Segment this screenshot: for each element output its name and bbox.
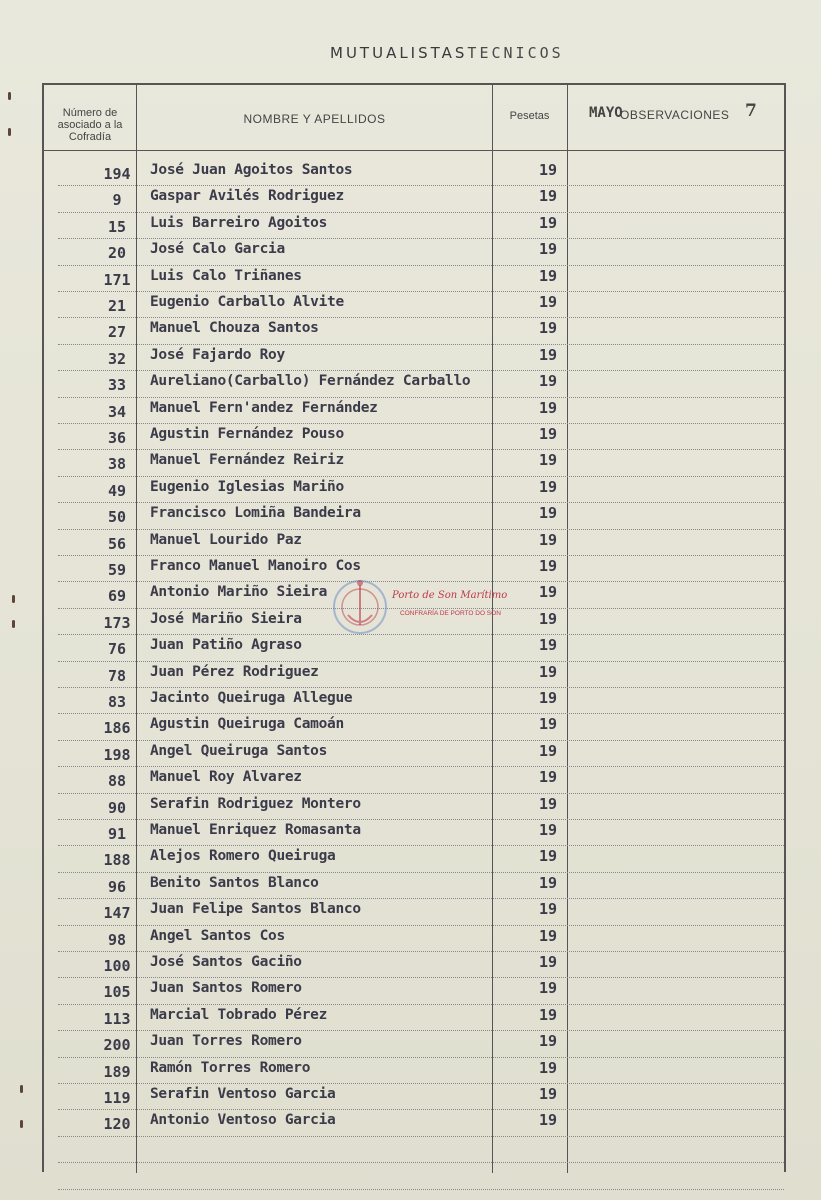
pesetas-amount: 19 xyxy=(538,530,558,549)
column-header-observations: OBSERVACIONES xyxy=(620,108,730,122)
member-name: Luis Barreiro Agoitos xyxy=(150,214,328,231)
watermark-title: Porto de Son Marítimo xyxy=(392,590,508,601)
pesetas-amount: 19 xyxy=(538,609,558,628)
pesetas-amount: 19 xyxy=(538,372,558,391)
associate-number: 34 xyxy=(107,402,127,421)
pesetas-amount: 19 xyxy=(538,1085,558,1103)
row-rule xyxy=(58,1189,784,1190)
associate-number: 38 xyxy=(107,455,127,474)
member-name: Antonio Mariño Sieira xyxy=(150,584,328,601)
table-row xyxy=(42,1084,784,1110)
pesetas-amount: 19 xyxy=(538,953,558,971)
table-row xyxy=(42,239,784,265)
associate-number: 120 xyxy=(103,1115,131,1134)
empty-row xyxy=(42,1137,784,1163)
pesetas-amount: 19 xyxy=(538,477,558,496)
pesetas-amount: 19 xyxy=(538,187,558,206)
member-name: José Calo Garcia xyxy=(150,241,285,258)
member-name: José Fajardo Roy xyxy=(150,346,285,363)
pesetas-amount: 19 xyxy=(538,794,558,813)
pesetas-amount: 19 xyxy=(538,583,558,602)
pesetas-amount: 19 xyxy=(538,425,558,443)
table-row xyxy=(42,846,784,872)
pesetas-amount: 19 xyxy=(538,266,558,285)
associate-number: 9 xyxy=(112,191,122,210)
table-row xyxy=(42,794,784,820)
pesetas-amount: 19 xyxy=(538,1005,558,1024)
pesetas-amount: 19 xyxy=(538,768,558,787)
pesetas-amount: 19 xyxy=(538,1058,558,1077)
member-name: Aureliano(Carballo) Fernández Carballo xyxy=(150,373,471,390)
pesetas-amount: 19 xyxy=(538,926,558,945)
table-row xyxy=(42,530,784,556)
associate-number: 59 xyxy=(107,561,127,579)
column-header-number: Número de asociado a la Cofradía xyxy=(57,107,123,143)
table-row xyxy=(42,1005,784,1031)
associate-number: 33 xyxy=(107,376,127,395)
associate-number: 96 xyxy=(107,877,127,896)
pesetas-amount: 19 xyxy=(538,319,558,338)
member-name: Gaspar Avilés Rodriguez xyxy=(150,188,344,205)
member-name: Francisco Lomiña Bandeira xyxy=(150,505,361,522)
member-name: Antonio Ventoso Garcia xyxy=(150,1112,336,1129)
member-name: Juan Felipe Santos Blanco xyxy=(150,901,361,918)
month-label: MAYO xyxy=(589,105,623,121)
member-name: José Mariño Sieira xyxy=(150,610,302,627)
table-row xyxy=(42,424,784,450)
member-name: Franco Manuel Manoiro Cos xyxy=(150,558,361,574)
associate-number: 27 xyxy=(107,323,127,342)
member-name: Jacinto Queiruga Allegue xyxy=(150,690,353,706)
table-row xyxy=(42,926,784,952)
pesetas-amount: 19 xyxy=(538,557,558,575)
pesetas-amount: 19 xyxy=(538,1032,558,1051)
associate-number: 36 xyxy=(107,429,127,447)
page-number: 7 xyxy=(745,101,757,121)
member-name: Ramón Torres Romero xyxy=(150,1059,311,1076)
member-name: Juan Patiño Agraso xyxy=(150,637,302,654)
pesetas-amount: 19 xyxy=(538,821,558,839)
pesetas-amount: 19 xyxy=(538,662,558,681)
member-name: Angel Santos Cos xyxy=(150,927,285,944)
pesetas-amount: 19 xyxy=(538,741,558,760)
document-title xyxy=(330,44,564,62)
empty-row xyxy=(42,1163,784,1189)
member-name: Serafin Ventoso Garcia xyxy=(150,1086,336,1102)
associate-number: 15 xyxy=(107,217,127,236)
table-row xyxy=(42,767,784,793)
pesetas-amount: 19 xyxy=(538,873,558,892)
associate-number: 119 xyxy=(103,1089,131,1107)
associate-number: 194 xyxy=(103,165,131,183)
pesetas-amount: 19 xyxy=(538,1111,558,1130)
associate-number: 88 xyxy=(107,772,127,791)
associate-number: 21 xyxy=(107,297,127,315)
pesetas-amount: 19 xyxy=(538,900,558,919)
table-row xyxy=(42,186,784,212)
member-name: Manuel Lourido Paz xyxy=(150,531,302,548)
associate-number: 78 xyxy=(107,666,127,685)
associate-number: 20 xyxy=(107,244,127,263)
table-row xyxy=(42,371,784,397)
member-name: Angel Queiruga Santos xyxy=(150,742,328,759)
associate-number: 83 xyxy=(107,693,127,711)
watermark-subtitle: CONFRARÍA DE PORTO DO SON xyxy=(400,610,501,617)
table-row xyxy=(42,477,784,503)
associate-number: 56 xyxy=(107,534,127,553)
associate-number: 198 xyxy=(103,745,131,764)
table-row xyxy=(42,1110,784,1136)
associate-number: 98 xyxy=(107,930,127,949)
member-name: Manuel Chouza Santos xyxy=(150,320,319,337)
table-row xyxy=(42,266,784,292)
associate-number: 113 xyxy=(103,1009,131,1028)
table-row xyxy=(42,398,784,424)
table-row xyxy=(42,688,784,714)
title-typed: TECNICOS xyxy=(467,44,564,62)
associate-number: 105 xyxy=(103,983,131,1002)
associate-number: 50 xyxy=(107,508,127,527)
table-row xyxy=(42,714,784,740)
table-row xyxy=(42,160,784,186)
column-header-pesetas: Pesetas xyxy=(509,110,550,122)
table-row xyxy=(42,978,784,1004)
associate-number: 188 xyxy=(103,851,131,870)
associate-number: 69 xyxy=(107,587,127,606)
table-row xyxy=(42,1058,784,1084)
table-row xyxy=(42,1031,784,1057)
table-row xyxy=(42,345,784,371)
pesetas-amount: 19 xyxy=(538,345,558,364)
member-name: Juan Torres Romero xyxy=(150,1033,302,1050)
pesetas-amount: 19 xyxy=(538,293,558,311)
member-name: Luis Calo Triñanes xyxy=(150,267,302,284)
pesetas-amount: 19 xyxy=(538,847,558,866)
table-row xyxy=(42,899,784,925)
associate-number: 32 xyxy=(107,349,127,368)
pesetas-amount: 19 xyxy=(538,451,558,470)
associate-number: 186 xyxy=(103,719,131,738)
column-header-name: NOMBRE Y APELLIDOS xyxy=(243,112,386,126)
table-row xyxy=(42,292,784,318)
header-rule xyxy=(42,150,784,151)
member-name: Benito Santos Blanco xyxy=(150,874,319,891)
member-name: Manuel Fernández Reiriz xyxy=(150,452,344,469)
associate-number: 90 xyxy=(107,798,127,817)
member-name: Eugenio Iglesias Mariño xyxy=(150,478,344,495)
table-row xyxy=(42,450,784,476)
member-name: Manuel Enriquez Romasanta xyxy=(150,822,361,838)
table-row xyxy=(42,952,784,978)
associate-number: 147 xyxy=(103,904,131,923)
member-name: Agustin Fernández Pouso xyxy=(150,426,344,442)
table-row xyxy=(42,820,784,846)
associate-number: 171 xyxy=(103,270,131,289)
associate-number: 200 xyxy=(103,1036,131,1055)
table-row xyxy=(42,662,784,688)
member-name: Juan Pérez Rodriguez xyxy=(150,663,319,680)
member-name: Manuel Roy Alvarez xyxy=(150,769,302,786)
member-name: Alejos Romero Queiruga xyxy=(150,848,336,865)
pesetas-amount: 19 xyxy=(538,689,558,707)
associate-number: 49 xyxy=(107,481,127,500)
member-name: José Santos Gaciño xyxy=(150,954,302,970)
title-prefix: MUTUALISTAS xyxy=(330,44,468,62)
member-name: Agustin Queiruga Camoán xyxy=(150,716,344,733)
table-row xyxy=(42,741,784,767)
member-name: Manuel Fern'andez Fernández xyxy=(150,399,378,416)
table-row xyxy=(42,873,784,899)
associate-number: 100 xyxy=(103,957,131,975)
watermark-logo-icon xyxy=(318,565,508,645)
pesetas-amount: 19 xyxy=(538,161,558,179)
table-row xyxy=(42,318,784,344)
table-row xyxy=(42,213,784,239)
associate-number: 173 xyxy=(103,613,131,632)
associate-number: 189 xyxy=(103,1062,131,1081)
associate-number: 91 xyxy=(107,825,127,843)
pesetas-amount: 19 xyxy=(538,504,558,523)
pesetas-amount: 19 xyxy=(538,240,558,259)
member-name: Serafin Rodriguez Montero xyxy=(150,795,361,812)
pesetas-amount: 19 xyxy=(538,979,558,998)
member-name: Marcial Tobrado Pérez xyxy=(150,1006,328,1023)
pesetas-amount: 19 xyxy=(538,715,558,734)
pesetas-amount: 19 xyxy=(538,398,558,417)
member-name: José Juan Agoitos Santos xyxy=(150,162,353,178)
pesetas-amount: 19 xyxy=(538,213,558,232)
member-name: Juan Santos Romero xyxy=(150,980,302,997)
associate-number: 76 xyxy=(107,640,127,659)
pesetas-amount: 19 xyxy=(538,636,558,655)
member-name: Eugenio Carballo Alvite xyxy=(150,294,344,310)
table-row xyxy=(42,503,784,529)
